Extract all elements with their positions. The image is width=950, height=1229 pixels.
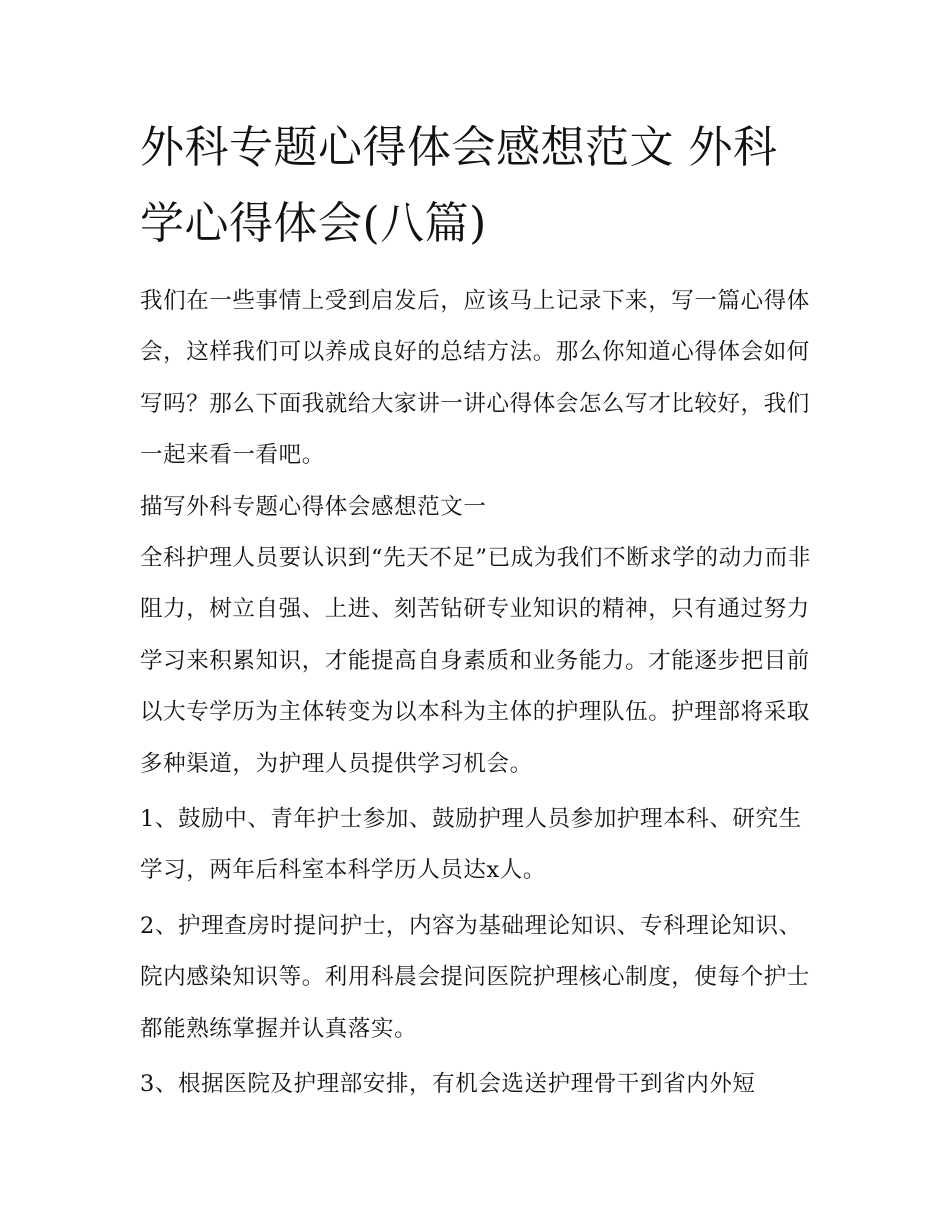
list-item-2: 2、护理查房时提问护士，内容为基础理论知识、专科理论知识、院内感染知识等。利用科晨会提问医院护理核心制度，使每个护士都能熟练掌握并认真落实。 xyxy=(140,912,810,1042)
document-body xyxy=(140,110,820,1111)
document-title: 外科专题心得体会感想范文 外科学心得体会(八篇) xyxy=(140,122,778,249)
section-heading: 描写外科专题心得体会感想范文一 xyxy=(140,493,487,520)
intro-paragraph: 我们在一些事情上受到启发后，应该马上记录下来，写一篇心得体会，这样我们可以养成良好的总结方法。那么你知道心得体会如何写吗？那么下面我就给大家讲一讲心得体会怎么写才比较好，我们一起来看一看吧。 xyxy=(140,288,810,469)
list-item-3: 3、根据医院及护理部安排，有机会选送护理骨干到省内外短 xyxy=(140,1071,756,1098)
list-item-1: 1、鼓励中、青年护士参加、鼓励护理人员参加护理本科、研究生学习，两年后科室本科学历人员达x人。 xyxy=(140,806,802,884)
body-paragraph: 全科护理人员要认识到“先天不足”已成为我们不断求学的动力而非阻力，树立自强、上进、刻苦钻研专业知识的精神，只有通过努力学习来积累知识，才能提高自身素质和业务能力。才能逐步把目前以大专学历为主体转变为以本科为主体的护理队伍。护理部将采取多种渠道，为护理人员提供学习机会。 xyxy=(140,545,812,777)
